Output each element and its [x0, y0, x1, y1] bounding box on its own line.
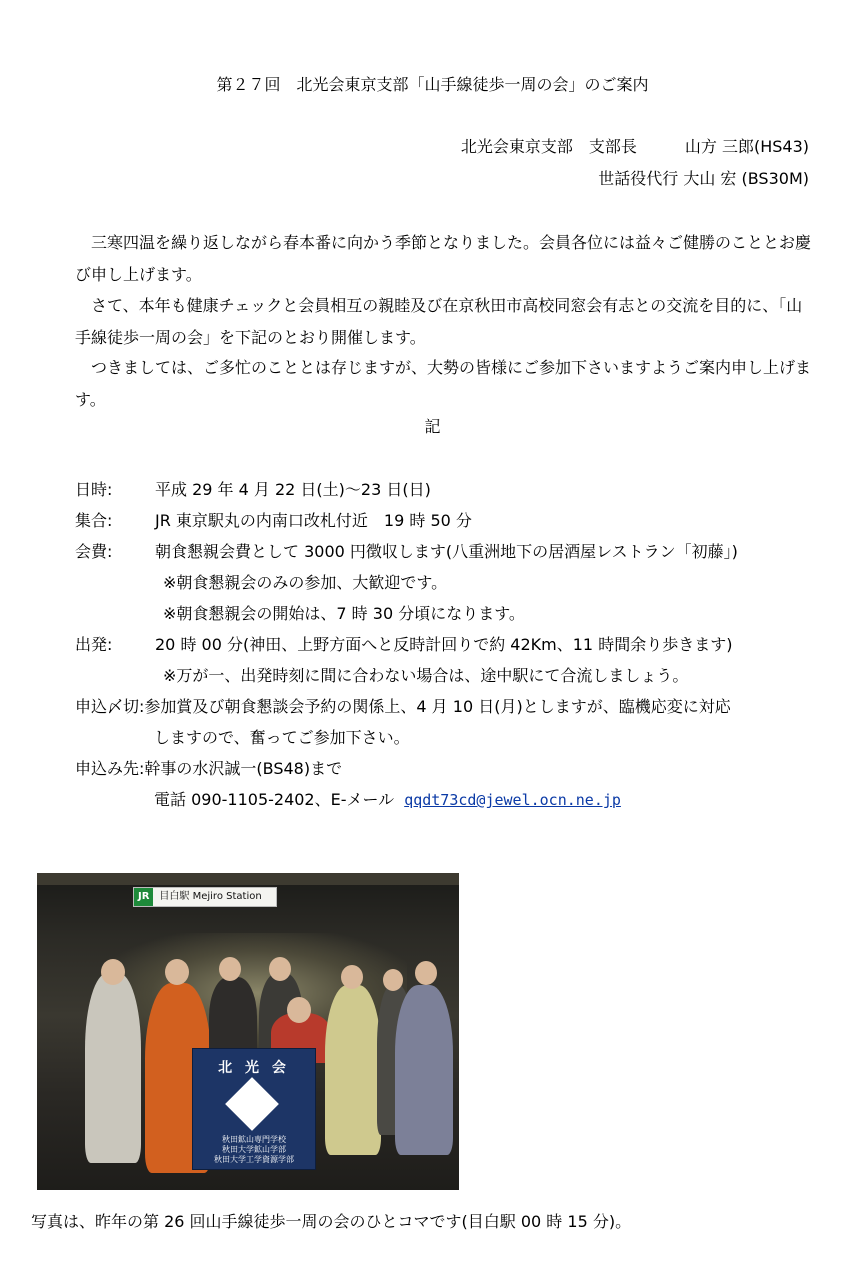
detail-departure: [75, 629, 732, 660]
detail-contact: [75, 753, 342, 784]
banner-line-1: 秋田鉱山専門学校: [222, 1135, 286, 1144]
person-head: [165, 959, 189, 985]
fee-label: 会費:: [75, 542, 113, 561]
detail-date: [75, 474, 431, 505]
person-head: [287, 997, 311, 1023]
signature-line-1: 北光会東京支部 支部長 山方 三郎(HS43): [460, 137, 809, 156]
person-head: [415, 961, 437, 985]
station-sign-text: 目白駅 Mejiro Station: [159, 891, 262, 902]
station-sign: [133, 887, 277, 907]
detail-fee: [75, 536, 738, 567]
date-label: 日時:: [75, 480, 113, 499]
date-value: 平成 29 年 4 月 22 日(土)～23 日(日): [155, 480, 431, 499]
photo-caption: 写真は、昨年の第 26 回山手線徒歩一周の会のひとコマです(目白駅 00 時 15 分)。: [31, 1212, 632, 1231]
signature-line-2: 世話役代行 大山 宏 (BS30M): [598, 169, 809, 188]
person-figure: [325, 985, 381, 1155]
departure-label: 出発:: [75, 635, 113, 654]
person-head: [219, 957, 241, 981]
fee-note-2: ※朝食懇親会の開始は、7 時 30 分頃になります。: [163, 604, 525, 623]
phone-text: 電話 090-1105-2402、E-メール: [154, 790, 395, 809]
intro-paragraph-3: つきましては、ご多忙のこととは存じますが、大勢の皆様にご参加下さいますようご案内申し上げます。: [75, 358, 812, 409]
meeting-value: JR 東京駅丸の内南口改札付近 19 時 50 分: [155, 511, 472, 530]
contact-phone-line: [154, 784, 621, 815]
meeting-label: 集合:: [75, 511, 113, 530]
departure-value: 20 時 00 分(神田、上野方面へと反時計回りで約 42Km、11 時間余り歩きます): [155, 635, 733, 654]
banner-line-2: 秋田大学鉱山学部: [222, 1145, 286, 1154]
fee-value: 朝食懇親会費として 3000 円徴収します(八重洲地下の居酒屋レストラン「初藤」): [155, 542, 738, 561]
station-roof: [37, 873, 459, 885]
deadline-value: 参加賞及び朝食懇談会予約の関係上、4 月 10 日(月)としますが、臨機応変に対応: [144, 697, 731, 716]
crossed-hammers-emblem-icon: [225, 1077, 279, 1131]
person-head: [269, 957, 291, 981]
page-title: 第２７回 北光会東京支部「山手線徒歩一周の会」のご案内: [216, 75, 649, 94]
detail-deadline: [75, 691, 731, 722]
person-head: [101, 959, 125, 985]
departure-note: ※万が一、出発時刻に間に合わない場合は、途中駅にて合流しましょう。: [163, 666, 689, 685]
deadline-label: 申込〆切:: [75, 697, 145, 716]
intro-paragraph-1: 三寒四温を繰り返しながら春本番に向かう季節となりました。会員各位には益々ご健勝のこととお慶び申し上げます。: [75, 233, 812, 284]
email-link[interactable]: qqdt73cd@jewel.ocn.ne.jp: [404, 791, 621, 809]
contact-label: 申込み先:: [75, 759, 145, 778]
person-figure: [85, 973, 141, 1163]
banner-title: 北 光 会: [218, 1060, 290, 1076]
person-head: [383, 969, 403, 991]
deadline-value-2: しますので、奮ってご参加下さい。: [154, 728, 410, 747]
group-photo: [37, 873, 459, 1190]
jr-logo: JR: [134, 888, 153, 906]
banner-line-3: 秋田大学工学資源学部: [214, 1155, 294, 1164]
ki-heading: 記: [424, 417, 441, 436]
fee-note-1: ※朝食懇親会のみの参加、大歓迎です。: [163, 573, 448, 592]
hokkokai-banner: [192, 1048, 316, 1170]
contact-value: 幹事の水沢誠一(BS48)まで: [144, 759, 343, 778]
intro-paragraph-2: さて、本年も健康チェックと会員相互の親睦及び在京秋田市高校同窓会有志との交流を目的に、「山手線徒歩一周の会」を下記のとおり開催します。: [75, 296, 803, 347]
person-figure: [395, 985, 453, 1155]
detail-meeting: [75, 505, 472, 536]
person-head: [341, 965, 363, 989]
